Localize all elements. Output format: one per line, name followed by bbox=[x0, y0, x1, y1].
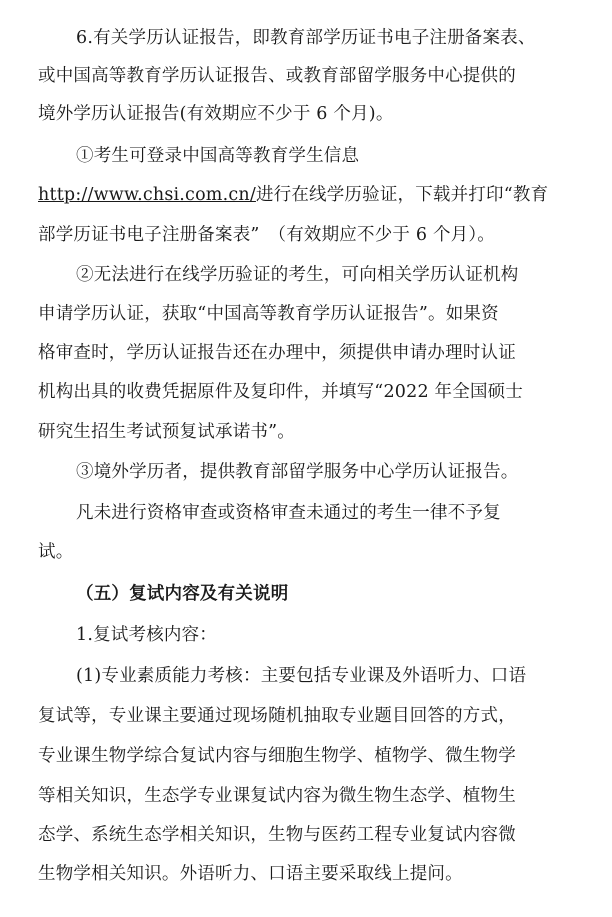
sub2-line-5: 研究生招生考试预复试承诺书”。 bbox=[38, 422, 295, 442]
item1-1-line-4: 等相关知识，生态学专业课复试内容为微生物生态学、植物生 bbox=[38, 786, 516, 806]
item1-1-line-6: 生物学相关知识。外语听力、口语主要采取线上提问。 bbox=[38, 864, 463, 884]
sub1-line-3: 部学历证书电子注册备案表” （有效期应不少于 6 个月）。 bbox=[38, 225, 496, 245]
sub1-line-2 bbox=[38, 183, 548, 207]
chsi-link[interactable]: http://www.chsi.com.cn/ bbox=[38, 185, 256, 205]
sub3-line: ③境外学历者，提供教育部留学服务中心学历认证报告。 bbox=[76, 462, 519, 482]
sub2-line-3: 格审查时，学历认证报告还在办理中，须提供申请办理时认证 bbox=[38, 343, 516, 363]
item1-1-line-3: 专业课生物学综合复试内容与细胞生物学、植物学、微生物学 bbox=[38, 746, 516, 766]
item1-1-line-2: 复试等，专业课主要通过现场随机抽取专业题目回答的方式， bbox=[38, 706, 516, 726]
item1-1-line-5: 态学、系统生态学相关知识，生物与医药工程专业复试内容微 bbox=[38, 825, 516, 845]
sub2-line-2: 申请学历认证，获取“中国高等教育学历认证报告”。如果资 bbox=[38, 304, 499, 324]
note-line-2: 试。 bbox=[38, 542, 74, 562]
item1-heading: 1.复试考核内容： bbox=[76, 625, 217, 645]
item6-line-2: 或中国高等教育学历认证报告、或教育部留学服务中心提供的 bbox=[38, 66, 516, 86]
note-line-1: 凡未进行资格审查或资格审查未通过的考生一律不予复 bbox=[76, 503, 501, 523]
sub2-line-4: 机构出具的收费凭据原件及复印件，并填写“2022 年全国硕士 bbox=[38, 382, 524, 402]
item6-line-3: 境外学历认证报告(有效期应不少于 6 个月)。 bbox=[38, 104, 394, 124]
item6-line-1: 6.有关学历认证报告，即教育部学历证书电子注册备案表、 bbox=[76, 28, 536, 48]
item1-1-line-1: (1)专业素质能力考核：主要包括专业课及外语听力、口语 bbox=[76, 666, 527, 686]
sub2-line-1: ②无法进行在线学历验证的考生，可向相关学历认证机构 bbox=[76, 265, 519, 285]
section5-heading: （五）复试内容及有关说明 bbox=[76, 584, 289, 604]
sub1-line-2-rest: 进行在线学历验证，下载并打印“教育 bbox=[255, 185, 549, 205]
sub1-line-1: ①考生可登录中国高等教育学生信息 bbox=[76, 146, 360, 166]
